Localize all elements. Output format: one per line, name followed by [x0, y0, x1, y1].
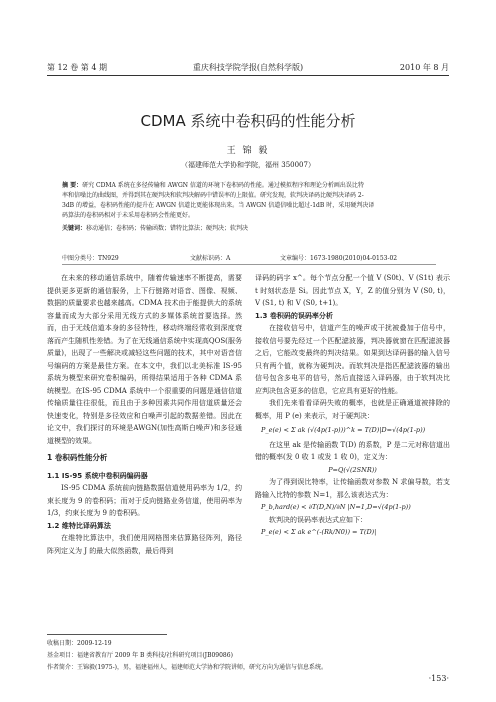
header-rule — [47, 75, 449, 76]
abstract-line-2: 率和信噪比的曲线图，并得到其在硬判决和软判决解码中错误率的上限值。研究发现，软判决译码比硬判决译码 2- — [62, 192, 364, 199]
document-code: 文献标识码：A — [190, 255, 231, 262]
fund-project: 基金项目：福建省教育厅 2009 年 B 类科技/社科研究项目(JB09086) — [47, 652, 233, 659]
author-affiliation: （福建师范大学协和学院，福州 350007） — [181, 161, 315, 169]
journal-date: 2010 年 8 月 — [399, 63, 449, 72]
section-1-1-heading: 1.1 IS-95 系统中卷积码编码器 — [47, 471, 148, 480]
right-intro-text: 译码的码字 x^。每个节点分配一个值 V (S0t)、V (S1t) 表示 t 时刻状态是 Si。因此节点 X，Y，Z 的值分别为 V (S0, t)，V (S1, t) 和 V (S0, t+1)。 — [255, 274, 450, 307]
left-column — [47, 272, 242, 557]
right-column — [255, 272, 450, 539]
journal-volume: 第 12 卷 第 4 期 — [47, 63, 107, 72]
received-date: 收稿日期：2009-12-19 — [47, 640, 112, 647]
bit-error-intro: 为了得到误比特率，让传输函数对参数 N 求偏导数，若支路输入比特的参数 N=1，那么该表达式为： — [255, 478, 450, 499]
abstract-line-4: 码算法的卷积码相对于未采用卷积码会性能更好。 — [62, 212, 195, 219]
keywords-text: 移动通信；卷积码；传输函数；错特比算法；硬判决；软判决 — [86, 225, 249, 232]
clc-number: 中图分类号：TN929 — [62, 255, 119, 262]
abstract — [62, 181, 436, 234]
abstract-label: 摘 要： — [62, 182, 83, 189]
author-name: 王 锦 毅 — [226, 146, 270, 156]
section-1-2-text: 在维特比算法中，我们使用网格图来估算路径阵列，路径阵列定义为 J 的最大似然函数，最后得到 — [47, 534, 242, 555]
abstract-line-3: 3dB 的增益，卷积码性能的提升在 AWGN 信道比更能体现出来。当 AWGN 信道信噪比超过-1dB 时，采用硬判决译 — [62, 202, 375, 209]
footnote-rule — [47, 634, 167, 635]
section-1-3-text: 在接收信号中，信道产生的噪声或干扰被叠加于信号中，接收信号要先经过一个匹配滤波器，判决器就窗在匹配滤波器之后，它能改变最终的判决结果。如果到达译码器的输入信号只有两个值，就称为硬判决。而软判决是指匹配滤波器的输出信号包含多电平的信号，然后直接送入译码器，由于软判决比应判决包含更多的信息，它应具有更好的性能。 — [255, 324, 450, 395]
equation-soft-decision: P_e(e) < Σ ak e^(-(Rk/N0)) = T(D)| — [261, 528, 377, 536]
intro-paragraph: 在未来的移动通信系统中，随着传输速率不断提高，需要提供更多更新的通信服务，上下行链路对语音、图像、视频、数据的质量要求也越来越高。CDMA 技术由于能提供大的系统容量而成为大部分采用无线方式的多媒体系统首要选择。然而，由于无线信道本身的多径特性，移动终端经常收到深度衰落而产生随机性差错。为了在无线通信系统中实现高QOS(服务质量)，出现了一些解决或减轻这些问题的技术，其中对语音信号编码的方案是最佳方案。在本文中，我们以北美标准 IS-95 系统为模型来研究卷积编码，所得结果适用于各种 CDMA 系统模型。在IS-95 CDMA 系统中一个很重要的问题是通信信道传输质量往往很低，而且由于多种因素共同作用信道质量还会快速变化，特别是多径效应和白噪声引起的数据差错。因此在论文中，我们探讨的环境是AWGN(加性高斯白噪声)和多径通道模型的效果。 — [47, 274, 242, 445]
hard-decision-intro: 我们先来看看译码失败的概率，也就是正确通道被排除的概率，用 P (e) 来表示，对于硬判决： — [255, 399, 450, 420]
page-number: ·153· — [428, 674, 449, 683]
section-1-2-heading: 1.2 维特比译码算法 — [47, 521, 111, 530]
equation-hard-decision: P_e(e) < Σ ak (√(4p(1-p)))^k = T(D)|D=√(4p(1-p)) — [261, 426, 426, 434]
section-1-3-heading: 1.3 卷积码的误码率分析 — [255, 311, 333, 320]
abstract-rule — [62, 264, 436, 265]
journal-name: 重庆科技学院学报(自然科学版) — [192, 63, 304, 72]
article-number: 文章编号：1673-1980(2010)04-0153-02 — [280, 255, 398, 262]
abstract-line-1: 研究 CDMA 系统在多径传输和 AWGN 信道的环境下卷积码的性能。通过模拟程序和理论分析画出误比特 — [82, 182, 364, 189]
paper-title: CDMA 系统中卷积码的性能分析 — [140, 112, 356, 130]
section-1-heading: 1 卷积码性能分析 — [47, 453, 108, 462]
equation-bit-error: P_b,hard(e) < ∂T(D,N)/∂N |N=1,D=√(4p(1-p)) — [261, 503, 411, 511]
keywords-label: 关键词： — [62, 225, 87, 232]
soft-decision-intro: 软判决的误码率表达式应如下： — [269, 515, 367, 524]
author-bio: 作者简介：王锦毅(1975-)，男，福建福州人，福建师范大学协和学院讲师，研究方向为通信与信息系统。 — [47, 664, 327, 671]
coefficient-explanation: 在这里 ak 是传输函数 T(D) 的系数，P 是二元对称信道出错的概率(发 0 收 1 或发 1 收 0)，定义为： — [255, 440, 450, 461]
section-1-1-text: IS-95 CDMA 系统前向链路数据信道使用码率为 1/2，约束长度为 9 的卷积码；而对于反向链路业务信道，使用码率为 1/3，约束长度为 9 的卷积码。 — [47, 484, 242, 517]
equation-error-probability: P=Q(√(2SNR)) — [328, 465, 377, 474]
